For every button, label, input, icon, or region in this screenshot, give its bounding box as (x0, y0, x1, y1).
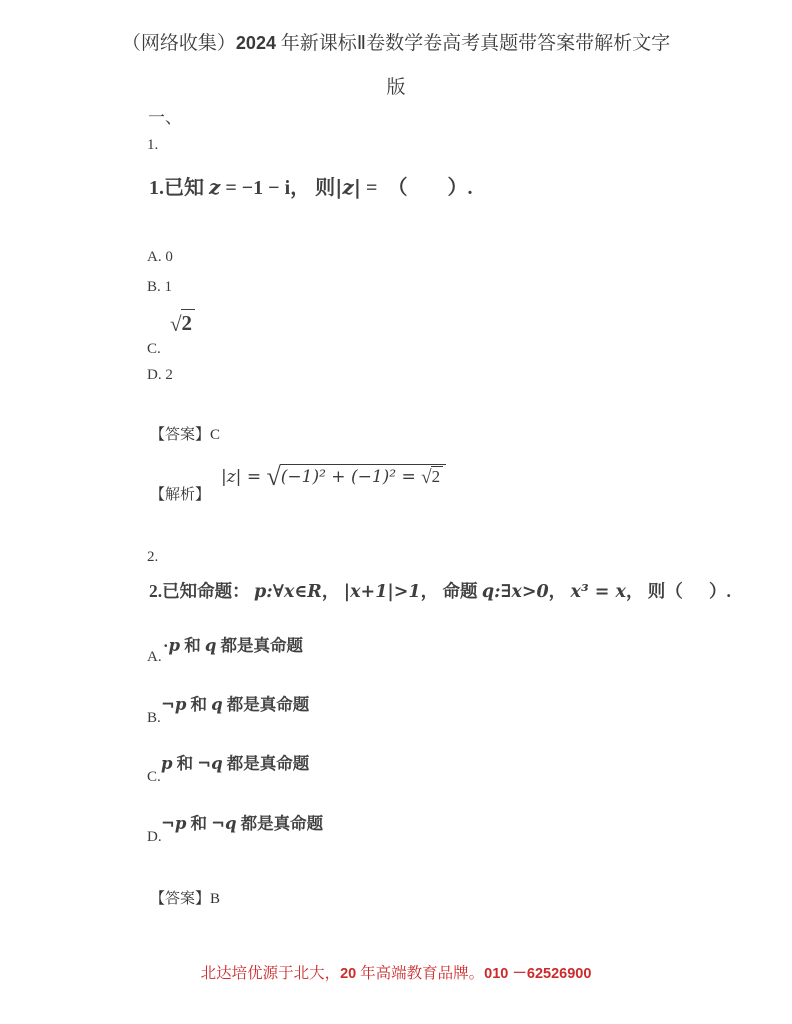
q1-stem-text3: ， 则 (290, 177, 336, 199)
q2-option-c-label: C. (147, 769, 161, 785)
q2d-and: 和 (186, 814, 212, 833)
q2-stem-text2: ， (321, 581, 344, 601)
q2-option-a-label: A. (147, 649, 162, 665)
q2-index: 2. (147, 549, 159, 565)
q1-option-c-label: C. (147, 341, 161, 357)
page-title-line2: 版 (386, 77, 406, 98)
q2a-q: q (204, 636, 217, 655)
title-part1: （网络收集） (121, 33, 236, 54)
q2-option-b-label: B. (147, 710, 161, 726)
q2d-q: ¬q (211, 814, 237, 833)
q1-var-i: i (284, 177, 291, 199)
q1-option-b: B. 1 (147, 279, 173, 295)
q2-stem-text5: ， 则（ ）. (625, 581, 731, 601)
title-part2: 年新课标Ⅱ卷数学卷高考真题带答案带解析文字 (275, 33, 671, 54)
radicand (280, 464, 446, 487)
q2-prop-q: q:∃x>0 (481, 582, 549, 602)
q2b-q: q (211, 695, 223, 714)
q2-eq: x³ = x (570, 582, 626, 602)
q2a-rest: 都是真命题 (216, 636, 303, 655)
radical-sign: √ (266, 462, 281, 491)
answer-label: 【答案】 (150, 427, 211, 443)
q2-option-d-label: D. (147, 829, 162, 845)
page-title (0, 28, 792, 55)
q2c-q: ¬q (197, 754, 223, 773)
q2-option-a-text (163, 632, 303, 656)
q1-option-d: D. 2 (147, 367, 173, 383)
q2-answer (150, 887, 220, 908)
q1-var-z: z (209, 175, 221, 199)
q2c-rest: 都是真命题 (222, 754, 310, 773)
q1-stem-text4: = （ ）. (361, 177, 473, 199)
q2-option-d-text (161, 810, 323, 834)
footer-years: 20 (340, 966, 357, 982)
q2-option-c-text (161, 750, 309, 774)
q2d-rest: 都是真命题 (236, 814, 324, 833)
formula-lhs: |z| = (221, 467, 267, 487)
q2d-p: ¬p (161, 814, 187, 833)
footer-branding (0, 961, 792, 983)
footer-brand: 北达培优源于北大， (200, 965, 341, 982)
q1-option-a: A. 0 (147, 249, 173, 265)
answer-value: C (210, 427, 221, 443)
q2-option-b-text (161, 691, 309, 715)
footer-dash: － (508, 966, 527, 982)
q1-answer (150, 423, 220, 444)
q2a-dot: · (163, 636, 169, 655)
q1-abs-z: |z| (335, 175, 362, 199)
q2-stem-text4: ， (548, 581, 571, 601)
q2c-p: p (161, 754, 173, 773)
formula-body: (−1)² + (−1)² = (280, 467, 422, 487)
q1-analysis-formula (221, 461, 446, 491)
q2a-and: 和 (180, 636, 205, 655)
q2-prop-p: p:∀x∈R (254, 582, 322, 602)
title-year: 2024 (235, 33, 276, 53)
q2-stem-formula (149, 578, 731, 603)
q2-ineq: |x+1|>1 (343, 582, 421, 602)
footer-phone: 62526900 (526, 966, 592, 982)
q1-stem-text2: = −1 − (220, 177, 285, 199)
q1-analysis-label: 【解析】 (150, 487, 211, 503)
answer-value: B (210, 891, 221, 907)
q2-stem-text3: ， 命题 (420, 581, 482, 601)
answer-label: 【答案】 (150, 891, 211, 907)
radicand: 2 (181, 309, 196, 336)
q2b-and: 和 (186, 695, 212, 714)
radical-sign: √ (170, 312, 182, 336)
q2-stem-text1: 2.已知命题： (149, 581, 254, 601)
q2a-p: p (168, 636, 181, 655)
footer-phone-area: 010 (484, 966, 509, 982)
q1-option-c-value (170, 309, 195, 336)
footer-tagline: 年高端教育品牌。 (356, 965, 485, 982)
section-heading: 一、 (148, 108, 182, 127)
q1-index: 1. (147, 137, 159, 153)
inner-radicand: 2 (431, 466, 444, 487)
inner-radical-sign: √ (421, 467, 432, 488)
q2c-and: 和 (172, 754, 198, 773)
q2b-rest: 都是真命题 (222, 695, 310, 714)
q2b-p: ¬p (161, 695, 187, 714)
q1-stem-formula (149, 171, 472, 200)
q1-stem-text1: 1.已知 (149, 177, 209, 199)
